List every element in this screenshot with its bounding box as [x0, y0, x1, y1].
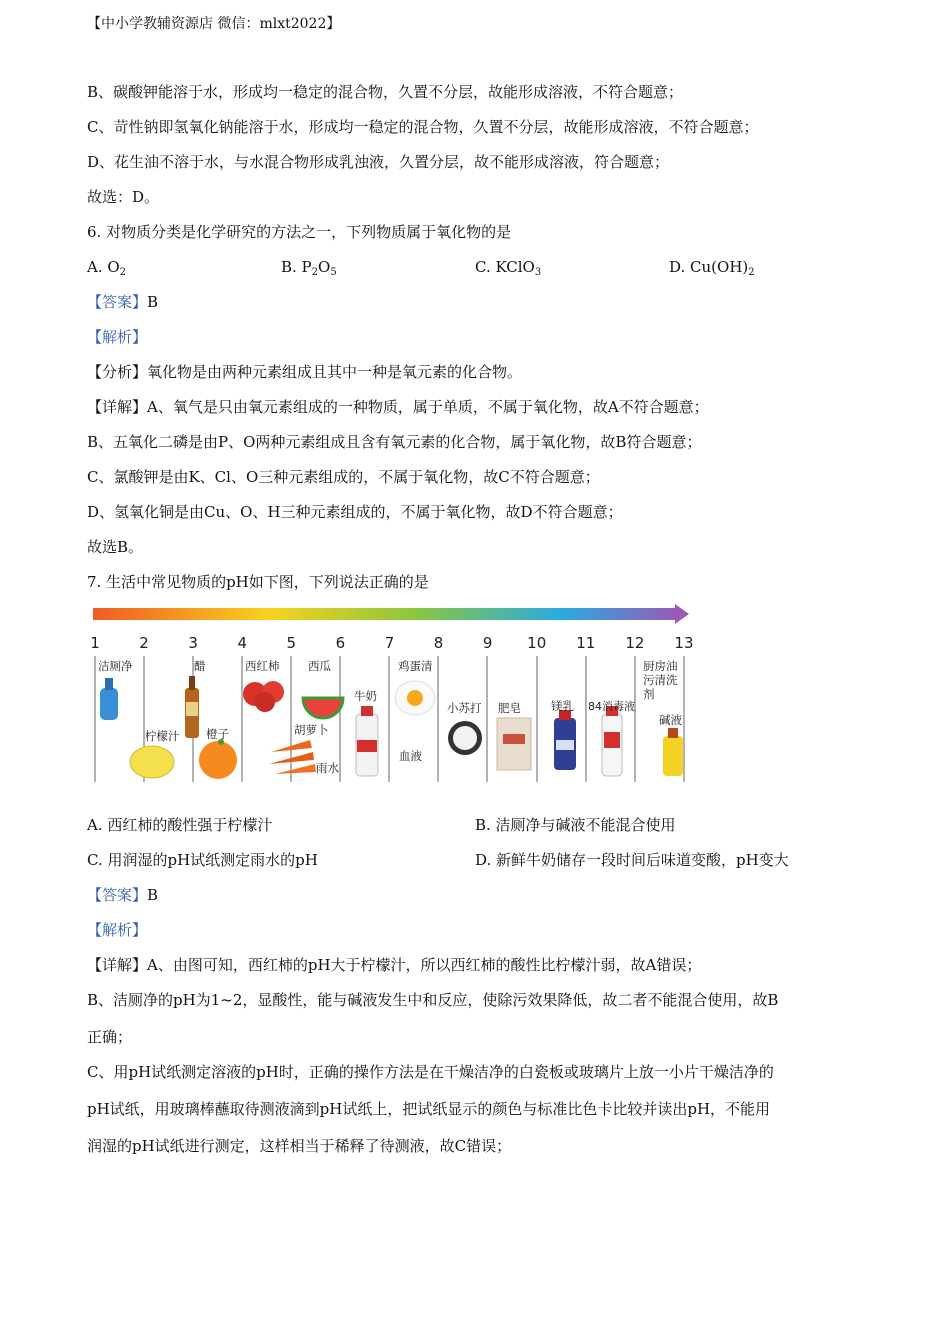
q7-jiexi-heading: 【解析】 [87, 921, 148, 939]
q6-option-a: A. $O_2$ [87, 258, 127, 278]
fried-egg-icon [395, 681, 435, 715]
q6-detail-a: 【详解】A、氧气是只由氧元素组成的一种物质，属于单质，不属于氧化物，故A不符合题意； [87, 398, 709, 416]
q6-answer: 【答案】B [87, 293, 159, 311]
ph-tick-7: 7 [384, 634, 395, 652]
ph-tick-13: 13 [674, 634, 694, 652]
baking-soda-dish-icon [448, 721, 482, 755]
q7-detail-c-2: pH试纸，用玻璃棒蘸取待测液滴到pH试纸上，把试纸显示的颜色与标准比色卡比较并读出pH，不能用 [87, 1100, 771, 1118]
soap-bar-icon [497, 718, 531, 770]
q6-analysis: 【分析】氧化物是由两种元素组成且其中一种是氧元素的化合物。 [87, 363, 523, 381]
label-jianye: 碱液 [659, 713, 682, 727]
ph-dividers [95, 656, 684, 782]
label-chufang-2: 污清洗 [643, 673, 678, 687]
lye-bottle-icon [663, 728, 683, 776]
label-jidanqing: 鸡蛋清 [398, 659, 433, 673]
label-xihongshi: 西红柿 [245, 659, 280, 673]
label-xiaosuda: 小苏打 [447, 701, 482, 715]
q6-conclusion: 故选B。 [87, 538, 144, 556]
q7-detail-b-2: 正确； [87, 1028, 133, 1046]
label-meiru: 镁乳 [551, 699, 574, 713]
q6-detail-d: D、氢氧化铜是由Cu、O、H三种元素组成的，不属于氧化物，故D不符合题意； [87, 503, 623, 521]
toilet-cleaner-bottle-icon [100, 678, 118, 720]
orange-icon [199, 739, 237, 779]
label-cu: 醋 [194, 659, 206, 673]
milk-bottle-icon [356, 706, 378, 776]
label-chufang-3: 剂 [643, 687, 655, 701]
ph-tick-12: 12 [625, 634, 645, 652]
q7-detail-c-3: 润湿的pH试纸进行测定，这样相当于稀释了待测液，故C错误； [87, 1137, 512, 1155]
q5-line-c: C、苛性钠即氢氧化钠能溶于水，形成均一稳定的混合物，久置不分层，故能形成溶液，不符合题意； [87, 118, 759, 136]
label-ningmeng: 柠檬汁 [145, 729, 180, 743]
ph-tick-10: 10 [527, 634, 547, 652]
q7-option-a: A. 西红柿的酸性强于柠檬汁 [87, 816, 273, 834]
q5-line-b: B、碳酸钾能溶于水，形成均一稳定的混合物，久置不分层，故能形成溶液，不符合题意； [87, 83, 684, 101]
q6-stem: 6. 对物质分类是化学研究的方法之一，下列物质属于氧化物的是 [87, 223, 512, 241]
q7-detail-c-1: C、用pH试纸测定溶液的pH时，正确的操作方法是在干燥洁净的白瓷板或玻璃片上放一小片干燥洁净的 [87, 1063, 774, 1081]
label-xigua: 西瓜 [308, 659, 331, 673]
label-chengzi: 橙子 [206, 727, 229, 741]
q5-line-d: D、花生油不溶于水，与水混合物形成乳浊液，久置分层，故不能形成溶液，符合题意； [87, 153, 670, 171]
milk-of-magnesia-bottle-icon [554, 710, 576, 770]
ph-tick-5: 5 [286, 634, 297, 652]
label-chufang-1: 厨房油 [643, 659, 678, 673]
ph-tick-6: 6 [335, 634, 346, 652]
ph-tick-2: 2 [139, 634, 149, 652]
q7-detail-b-1: B、洁厕净的pH为1~2，显酸性，能与碱液发生中和反应，使除污效果降低，故二者不能混合使用，故B [87, 991, 779, 1009]
watermelon-icon [303, 698, 343, 718]
carrot-icon [269, 740, 316, 774]
q7-answer: 【答案】B [87, 886, 159, 904]
label-feizao: 肥皂 [498, 701, 521, 715]
q6-jiexi-heading: 【解析】 [87, 328, 148, 346]
label-xueye: 血液 [399, 749, 422, 763]
q7-stem: 7. 生活中常见物质的pH如下图，下列说法正确的是 [87, 573, 429, 591]
lemon-icon [130, 746, 174, 778]
page-header: 【中小学教辅资源店 微信：mlxt2022】 [87, 16, 341, 32]
q6-detail-b: B、五氧化二磷是由P、O两种元素组成且含有氧元素的化合物，属于氧化物，故B符合题意； [87, 433, 702, 451]
label-84xiaodu: 84消毒液 [588, 700, 635, 713]
ph-tick-8: 8 [433, 634, 444, 652]
q7-option-d: D. 新鲜牛奶储存一段时间后味道变酸，pH变大 [475, 851, 789, 869]
q6-option-c: C. KClO$_3$ [475, 258, 542, 278]
ph-tick-3: 3 [188, 634, 198, 652]
ph-scale-figure [85, 602, 710, 788]
vinegar-bottle-icon [185, 676, 199, 738]
ph-tick-1: 1 [90, 634, 100, 652]
ph-tick-4: 4 [237, 634, 248, 652]
tomato-icon [243, 681, 284, 712]
label-jiecejing: 洁厕净 [98, 659, 133, 673]
ph-tick-11: 11 [576, 634, 596, 652]
ph-tick-labels [90, 634, 693, 652]
q5-conclusion: 故选：D。 [87, 188, 160, 206]
ph-tick-9: 9 [482, 634, 493, 652]
ph-gradient-arrow [93, 604, 689, 624]
bleach-bottle-icon [602, 706, 622, 776]
q6-option-b: B. $P_2O_5$ [281, 258, 337, 278]
label-niunai: 牛奶 [354, 689, 377, 703]
q6-detail-c: C、氯酸钾是由K、Cl、O三种元素组成的，不属于氧化物，故C不符合题意； [87, 468, 600, 486]
q6-option-d: D. $Cu(OH)_2$ [669, 258, 755, 278]
label-huluobo: 胡萝卜 [294, 723, 329, 737]
q7-option-b: B. 洁厕净与碱液不能混合使用 [475, 816, 676, 834]
q7-option-c: C. 用润湿的pH试纸测定雨水的pH [87, 851, 318, 869]
q7-detail-a: 【详解】A、由图可知，西红柿的pH大于柠檬汁，所以西红柿的酸性比柠檬汁弱，故A错误； [87, 956, 702, 974]
label-yushui: 雨水 [316, 761, 339, 775]
